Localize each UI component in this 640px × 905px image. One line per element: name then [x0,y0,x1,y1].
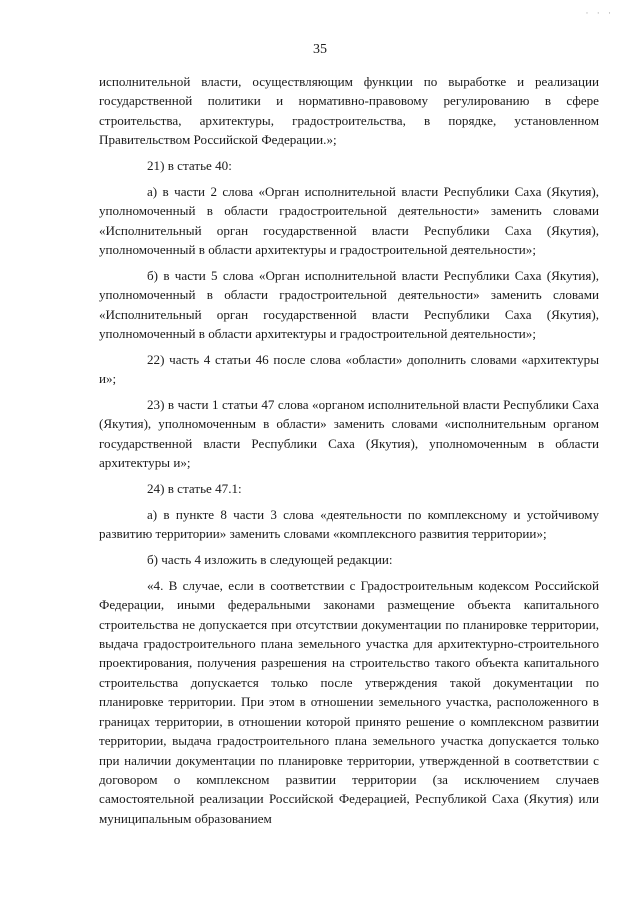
paragraph-item-24b: б) часть 4 изложить в следующей редакции: [147,552,393,568]
document-body [99,72,599,828]
paragraph-quoted-part-4: «4. В случае, если в соответствии с Градостроительным кодексом Российской Федерации, иными федеральными законами размещение объекта капитального строительства не допускается при отсутствии документации по планировке территории, выдача градостроительного плана земельного участка для архитектурно-строительного проектирования, получения разрешения на строительство такого объекта капитального строительства допускается только после утверждения такой документации по планировке территории. При этом в отношении земельного участка, расположенного в границах территории, в отношении которой принято решение о комплексном развитии территории, выдача градостроительного плана земельного участка допускается только при наличии документации по планировке территории, утвержденной в соответствии с договором о комплексном развитии территории (за исключением случаев самостоятельной реализации Российской Федерацией, Республикой Саха (Якутия) или муниципальным образованием [99,577,599,826]
paragraph-continuation: исполнительной власти, осуществляющим функции по выработке и реализации государственной политики и нормативно-правовому регулированию в сфере строительства, архитектуры, градостроительства, в порядке, установленном Правительством Российской Федерации.»; [99,74,599,148]
paragraph-item-21b: б) в части 5 слова «Орган исполнительной власти Республики Саха (Якутия), уполномоченный в области градостроительной деятельности» заменить словами «Исполнительный орган государственной власти Республики Саха (Якутия), уполномоченный в области архитектуры и градостроительной деятельности»; [99,267,599,342]
paragraph-item-22: 22) часть 4 статьи 46 после слова «области» дополнить словами «архитектуры и»; [99,351,599,387]
paragraph-item-24a: а) в пункте 8 части 3 слова «деятельности по комплексному и устойчивому развитию территории» заменить словами «комплексного развития территории»; [99,506,599,542]
page-number: 35 [313,42,327,57]
paragraph-item-21a: а) в части 2 слова «Орган исполнительной власти Республики Саха (Якутия), уполномоченный в области градостроительной деятельности» заменить словами «Исполнительный орган государственной власти Республики Саха (Якутия), уполномоченный в области архитектуры и градостроительной деятельности»; [99,183,599,258]
scan-corner-mark: · · · [585,8,614,18]
paragraph-item-24: 24) в статье 47.1: [147,481,242,497]
paragraph-item-23: 23) в части 1 статьи 47 слова «органом исполнительной власти Республики Саха (Якутия), уполномоченным в области» заменить словами «исполнительным органом государственной власти Республики Саха (Якутия), уполномоченным в области архитектуры и»; [99,397,599,471]
paragraph-item-21: 21) в статье 40: [147,158,232,174]
